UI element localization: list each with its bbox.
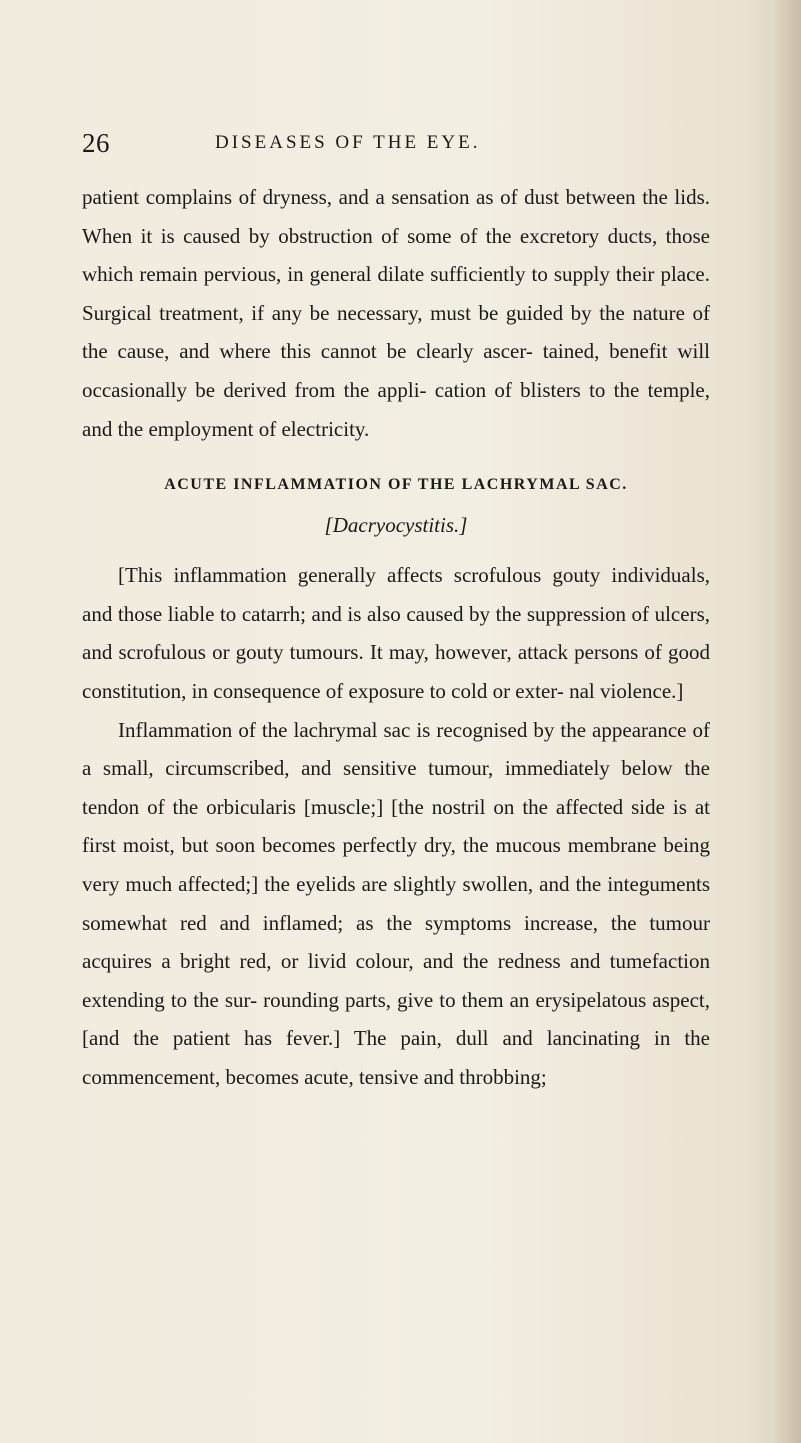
body-text	[82, 178, 710, 1096]
paragraph-continued: patient complains of dryness, and a sensation as of dust between the lids. When it is caused by obstruction of some of the excretory ducts, those which remain pervious, in general dilate sufficiently to supply their place. Surgical treatment, if any be necessary, must be guided by the nature of the cause, and where this cannot be clearly ascer- tained, benefit will occasionally be derived from the appli- cation of blisters to the temple, and the employment of electricity.	[82, 185, 710, 441]
running-head: DISEASES OF THE EYE.	[215, 132, 481, 153]
page-edge-shadow	[773, 0, 801, 1443]
paragraph-symptoms: Inflammation of the lachrymal sac is recognised by the appearance of a small, circumscribed, and sensitive tumour, immediately below the tendon of the orbicularis [muscle;] [the nostril on the affected side is at first moist, but soon becomes perfectly dry, the mucous membrane being very much affected;] the eyelids are slightly swollen, and the integuments somewhat red and inflamed; as the symptoms increase, the tumour acquires a bright red, or livid colour, and the redness and tumefaction extending to the sur- rounding parts, give to them an erysipelatous aspect, [and the patient has fever.] The pain, dull and lancinating in the commencement, becomes acute, tensive and throbbing;	[82, 717, 710, 1089]
page-number: 26	[82, 128, 110, 158]
page-header	[82, 128, 702, 168]
section-heading: ACUTE INFLAMMATION OF THE LACHRYMAL SAC.	[164, 476, 628, 494]
paragraph-bracketed-note: [This inflammation generally affects scrofulous gouty individuals, and those liable to catarrh; and is also caused by the suppression of ulcers, and scrofulous or gouty tumours. It may, however, attack persons of good constitution, in consequence of exposure to cold or exter- nal violence.]	[82, 563, 710, 703]
section-subheading: [Dacryocystitis.]	[324, 513, 468, 538]
